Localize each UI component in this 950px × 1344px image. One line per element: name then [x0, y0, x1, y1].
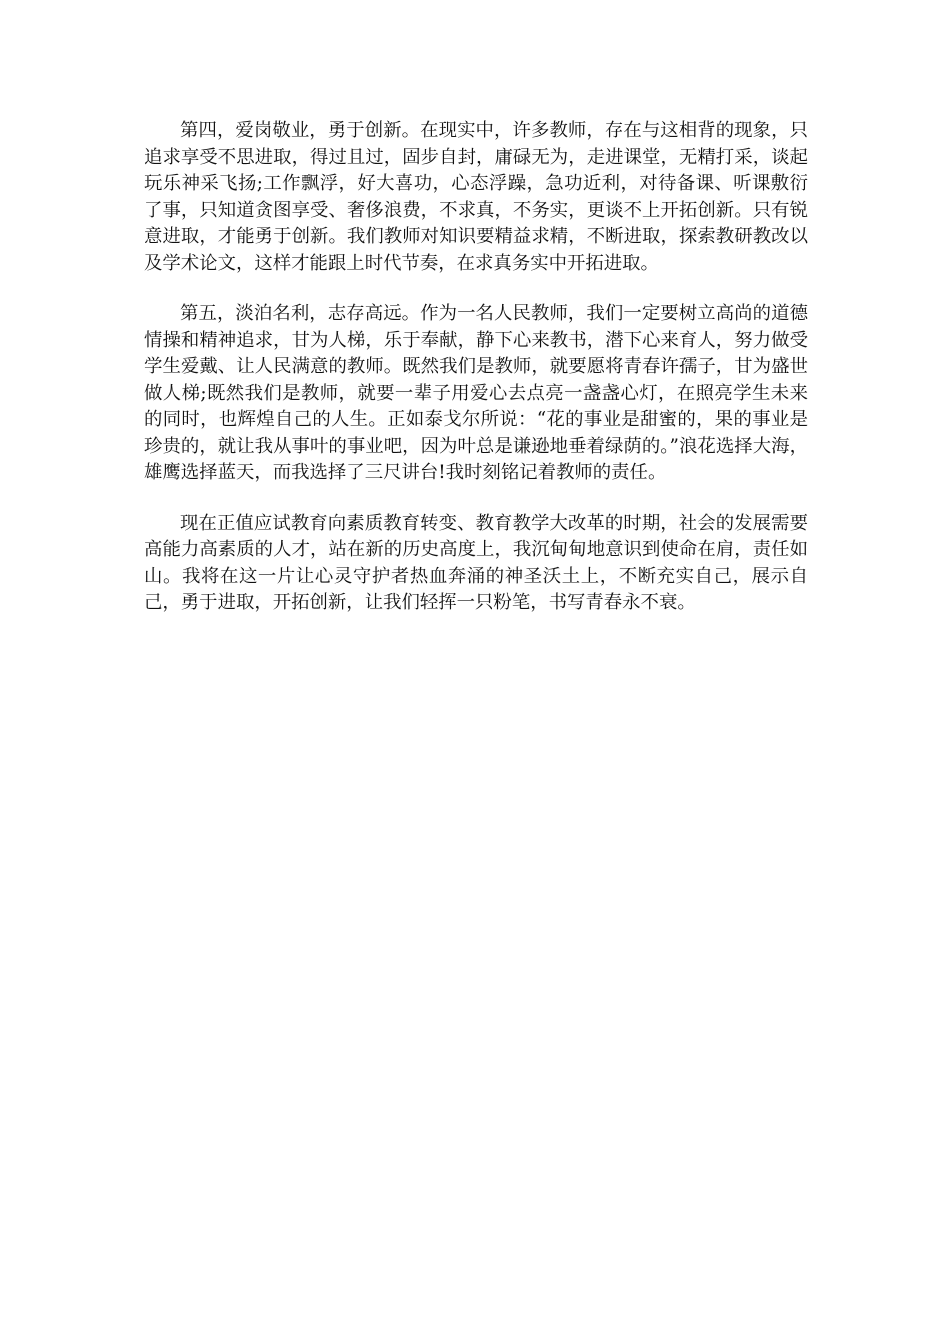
- paragraph-fifth-point: 第五，淡泊名利，志存高远。作为一名人民教师，我们一定要树立高尚的道德情操和精神追求，甘为人梯，乐于奉献，静下心来教书，潜下心来育人，努力做受学生爱戴、让人民满意的教师。既然我们是教师，就要愿将青春许孺子，甘为盛世做人梯;既然我们是教师，就要一辈子用爱心去点亮一盏盏心灯，在照亮学生未来的同时，也辉煌自己的人生。正如泰戈尔所说：“花的事业是甜蜜的，果的事业是珍贵的，就让我从事叶的事业吧，因为叶总是谦逊地垂着绿荫的。”浪花选择大海，雄鹰选择蓝天，而我选择了三尺讲台!我时刻铭记着教师的责任。: [144, 303, 808, 483]
- paragraph-fourth-point: 第四，爱岗敬业，勇于创新。在现实中，许多教师，存在与这相背的现象，只追求享受不思进取，得过且过，固步自封，庸碌无为，走进课堂，无精打采，谈起玩乐神采飞扬;工作飘浮，好大喜功，心态浮躁，急功近利，对待备课、听课敷衍了事，只知道贪图享受、奢侈浪费，不求真，不务实，更谈不上开拓创新。只有锐意进取，才能勇于创新。我们教师对知识要精益求精，不断进取，探索教研教改以及学术论文，这样才能跟上时代节奏，在求真务实中开拓进取。: [144, 120, 808, 274]
- document-body: [144, 118, 808, 617]
- paragraph-conclusion: 现在正值应试教育向素质教育转变、教育教学大改革的时期，社会的发展需要高能力高素质的人才，站在新的历史高度上，我沉甸甸地意识到使命在肩，责任如山。我将在这一片让心灵守护者热血奔涌的神圣沃土上，不断充实自己，展示自己，勇于进取，开拓创新，让我们轻挥一只粉笔，书写青春永不衰。: [144, 512, 808, 613]
